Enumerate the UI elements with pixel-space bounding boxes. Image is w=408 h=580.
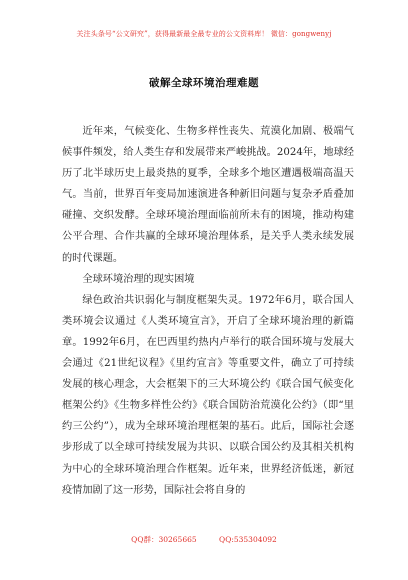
footer-contact <box>0 534 408 545</box>
body-paragraph: 近年来，气候变化、生物多样性丧失、荒漠化加剧、极端气候事件频发，给人类生存和发展带来严峻挑战。2024年，地球经历了北半球历史上最炎热的夏季，全球多个地区遭遇极端高温天气。当前，世界百年变局加速演进各种新旧问题与复杂矛盾叠加碰撞、交织发酵。全球环境治理面临前所未有的困境，推动构建公平合理、合作共赢的全球环境治理体系，是关乎人类永续发展的时代课题。 <box>62 126 354 264</box>
footer-qq-group: QQ群：30265665 <box>131 535 197 544</box>
document-body <box>62 121 354 501</box>
footer-qq: QQ:535304092 <box>219 535 277 544</box>
section-heading: 全球环境治理的现实困境 <box>82 273 195 285</box>
header-note: 关注头条号“公文研究”，获得最新最全最专业的公文资料库！ 微信：gongwenyj <box>76 30 332 38</box>
document-title: 破解全球环境治理难题 <box>149 77 259 89</box>
body-paragraph: 绿色政治共识弱化与制度框架失灵。1972年6月，联合国人类环境会议通过《人类环境宣言》，开启了全球环境治理的新篇章。1992年6月，在巴西里约热内卢举行的联合国环境与发展大会通过《21世纪议程》《里约宣言》等重要文件，确立了可持续发展的核心理念，大会框架下的三大环境公约《联合国气候变化框架公约》《生物多样性公约》《联合国防治荒漠化公约》（即“里约三公约”），成为全球环境治理框架的基石。此后，国际社会逐步形成了以全球可持续发展为共识、以联合国公约及其相关机构为中心的全球环境治理合作框架。近年来，世界经济低迷，新冠疫情加剧了这一形势，国际社会将自身的 <box>62 294 354 496</box>
